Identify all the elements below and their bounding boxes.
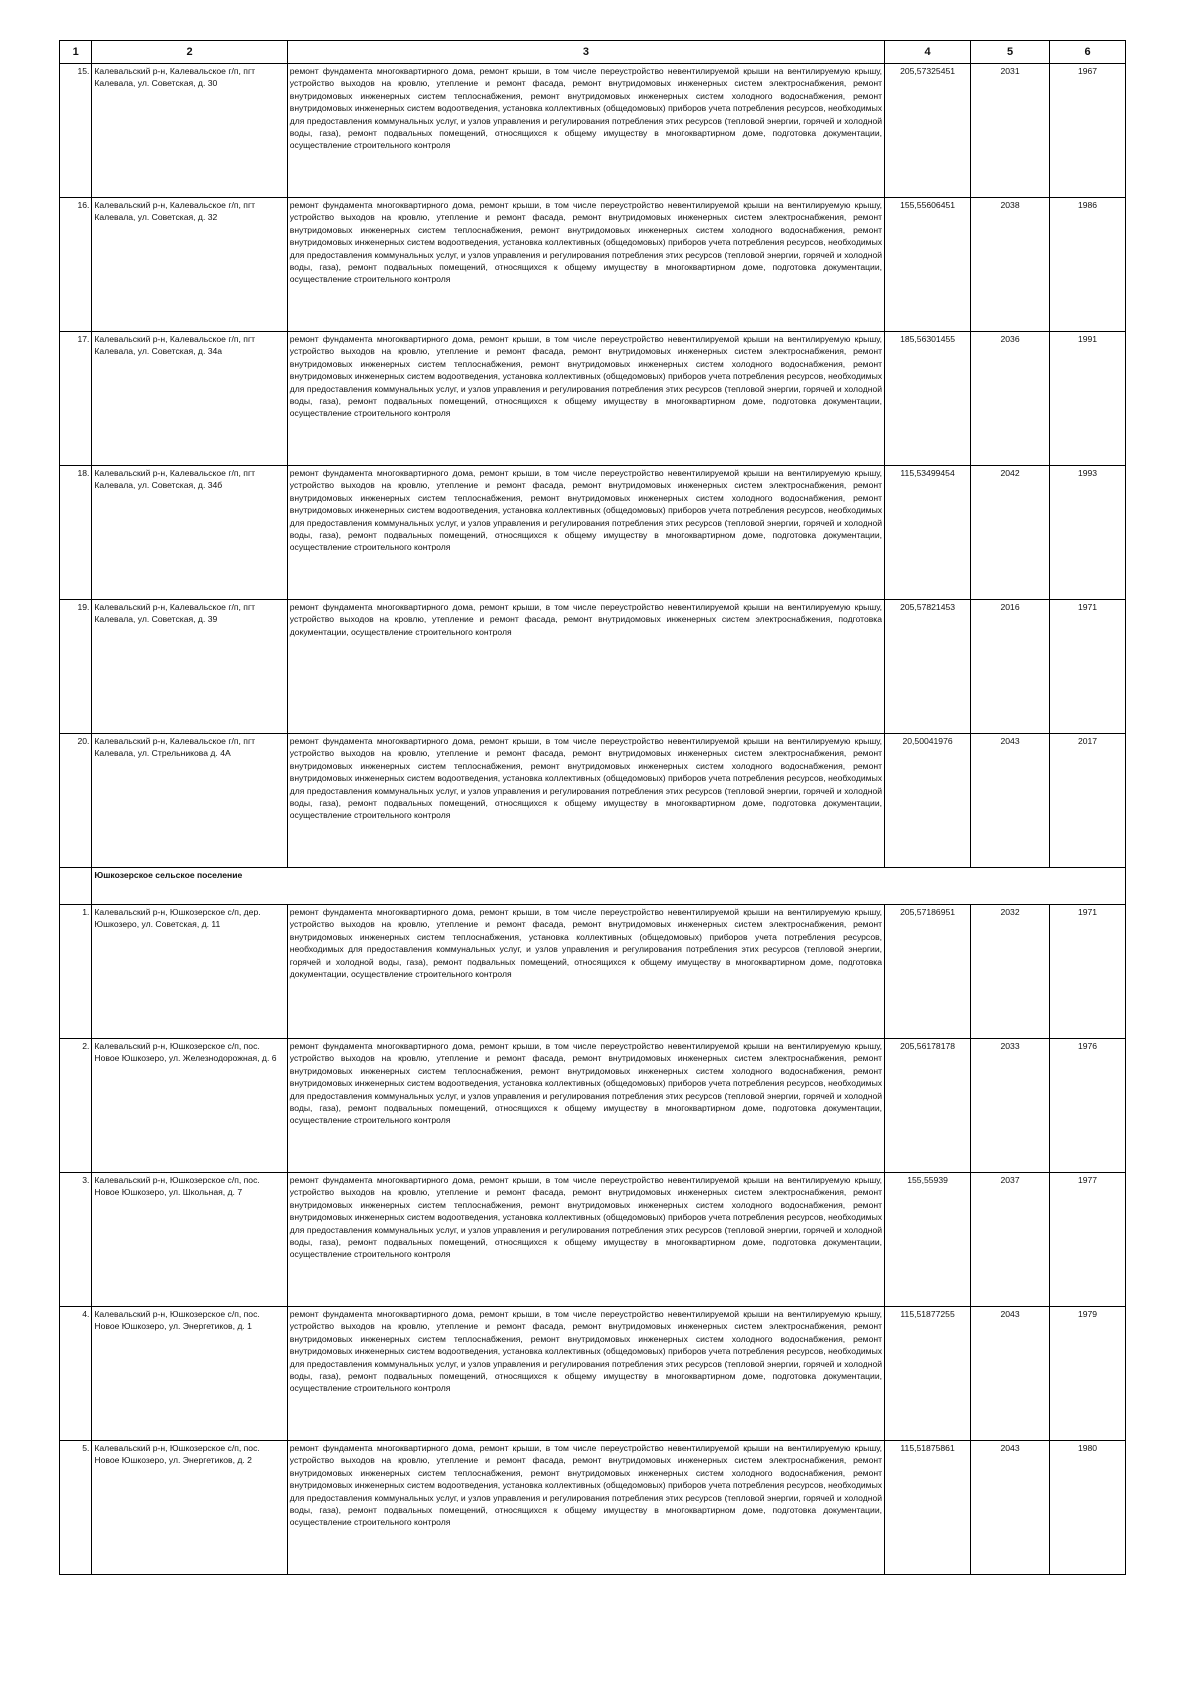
year-cell: 2037	[971, 1173, 1050, 1307]
value-cell: 205,56178178	[885, 1039, 971, 1173]
value-cell: 205,57186951	[885, 905, 971, 1039]
works-cell: ремонт фундамента многоквартирного дома, ремонт крыши, в том числе переустройство невентилируемой крыши на вентилируемую крышу, устройство выходов на кровлю, утепление и ремонт фасада, ремонт внутридомовых инженерных систем электроснабжения, ремонт внутридомовых инженерных систем теплоснабжения, ремонт внутридомовых инженерных систем холодного водоснабжения, ремонт внутридомовых инженерных систем водоотведения, установка коллективных (общедомовых) приборов учета потребления ресурсов, необходимых для предоставления коммунальных услуг, и узлов управления и регулирования потребления этих ресурсов (тепловой энергии, горячей и холодной воды, газа), ремонт подвальных помещений, относящихся к общему имуществу в многоквартирном доме, подготовка документации, осуществление строительного контроля	[287, 1039, 884, 1173]
table-row	[60, 332, 1126, 466]
table-row	[60, 1307, 1126, 1441]
works-cell: ремонт фундамента многоквартирного дома, ремонт крыши, в том числе переустройство невентилируемой крыши на вентилируемую крышу, устройство выходов на кровлю, утепление и ремонт фасада, ремонт внутридомовых инженерных систем электроснабжения, ремонт внутридомовых инженерных систем теплоснабжения, ремонт внутридомовых инженерных систем холодного водоснабжения, ремонт внутридомовых инженерных систем водоотведения, установка коллективных (общедомовых) приборов учета потребления ресурсов, необходимых для предоставления коммунальных услуг, и узлов управления и регулирования потребления этих ресурсов (тепловой энергии, горячей и холодной воды, газа), ремонт подвальных помещений, относящихся к общему имуществу в многоквартирном доме, подготовка документации, осуществление строительного контроля	[287, 734, 884, 868]
table-row	[60, 1441, 1126, 1575]
works-cell: ремонт фундамента многоквартирного дома, ремонт крыши, в том числе переустройство невентилируемой крыши на вентилируемую крышу, устройство выходов на кровлю, утепление и ремонт фасада, ремонт внутридомовых инженерных систем электроснабжения, ремонт внутридомовых инженерных систем теплоснабжения, ремонт внутридомовых инженерных систем холодного водоснабжения, ремонт внутридомовых инженерных систем водоотведения, установка коллективных (общедомовых) приборов учета потребления ресурсов, необходимых для предоставления коммунальных услуг, и узлов управления и регулирования потребления этих ресурсов (тепловой энергии, горячей и холодной воды, газа), ремонт подвальных помещений, относящихся к общему имуществу в многоквартирном доме, подготовка документации, осуществление строительного контроля	[287, 1307, 884, 1441]
year-cell: 2043	[971, 1441, 1050, 1575]
year-cell: 2032	[971, 905, 1050, 1039]
year-cell: 2031	[971, 64, 1050, 198]
table-row	[60, 198, 1126, 332]
column-header-4: 4	[885, 41, 971, 64]
works-cell: ремонт фундамента многоквартирного дома, ремонт крыши, в том числе переустройство невентилируемой крыши на вентилируемую крышу, устройство выходов на кровлю, утепление и ремонт фасада, ремонт внутридомовых инженерных систем электроснабжения, ремонт внутридомовых инженерных систем теплоснабжения, ремонт внутридомовых инженерных систем холодного водоснабжения, ремонт внутридомовых инженерных систем водоотведения, установка коллективных (общедомовых) приборов учета потребления ресурсов, необходимых для предоставления коммунальных услуг, и узлов управления и регулирования потребления этих ресурсов (тепловой энергии, горячей и холодной воды, газа), ремонт подвальных помещений, относящихся к общему имуществу в многоквартирном доме, подготовка документации, осуществление строительного контроля	[287, 64, 884, 198]
row-number: 3.	[60, 1173, 92, 1307]
address-cell: Калевальский р-н, Юшкозерское с/п, пос. Новое Юшкозеро, ул. Энергетиков, д. 1	[92, 1307, 287, 1441]
section-title: Юшкозерское сельское поселение	[92, 868, 1126, 905]
row-number: 15.	[60, 64, 92, 198]
table-row	[60, 1039, 1126, 1173]
year-cell: 2036	[971, 332, 1050, 466]
row-number: 18.	[60, 466, 92, 600]
row-number: 4.	[60, 1307, 92, 1441]
table-row	[60, 1173, 1126, 1307]
built-year-cell: 1977	[1050, 1173, 1126, 1307]
column-header-6: 6	[1050, 41, 1126, 64]
table-body	[60, 64, 1126, 1575]
address-cell: Калевальский р-н, Калевальское г/п, пгт Калевала, ул. Советская, д. 34б	[92, 466, 287, 600]
address-cell: Калевальский р-н, Юшкозерское с/п, пос. Новое Юшкозеро, ул. Железнодорожная, д. 6	[92, 1039, 287, 1173]
built-year-cell: 1971	[1050, 905, 1126, 1039]
row-number: 19.	[60, 600, 92, 734]
built-year-cell: 1967	[1050, 64, 1126, 198]
works-cell: ремонт фундамента многоквартирного дома, ремонт крыши, в том числе переустройство невентилируемой крыши на вентилируемую крышу, устройство выходов на кровлю, утепление и ремонт фасада, ремонт внутридомовых инженерных систем электроснабжения, ремонт внутридомовых инженерных систем теплоснабжения, ремонт внутридомовых инженерных систем холодного водоснабжения, ремонт внутридомовых инженерных систем водоотведения, установка коллективных (общедомовых) приборов учета потребления ресурсов, необходимых для предоставления коммунальных услуг, и узлов управления и регулирования потребления этих ресурсов (тепловой энергии, горячей и холодной воды, газа), ремонт подвальных помещений, относящихся к общему имуществу в многоквартирном доме, подготовка документации, осуществление строительного контроля	[287, 466, 884, 600]
address-cell: Калевальский р-н, Калевальское г/п, пгт Калевала, ул. Советская, д. 32	[92, 198, 287, 332]
value-cell: 205,57325451	[885, 64, 971, 198]
table-header	[60, 41, 1126, 64]
table-row	[60, 600, 1126, 734]
address-cell: Калевальский р-н, Юшкозерское с/п, пос. Новое Юшкозеро, ул. Энергетиков, д. 2	[92, 1441, 287, 1575]
value-cell: 155,55606451	[885, 198, 971, 332]
value-cell: 155,55939	[885, 1173, 971, 1307]
address-cell: Калевальский р-н, Калевальское г/п, пгт Калевала, ул. Советская, д. 30	[92, 64, 287, 198]
built-year-cell: 2017	[1050, 734, 1126, 868]
year-cell: 2043	[971, 734, 1050, 868]
row-number: 1.	[60, 905, 92, 1039]
built-year-cell: 1971	[1050, 600, 1126, 734]
built-year-cell: 1976	[1050, 1039, 1126, 1173]
address-cell: Калевальский р-н, Юшкозерское с/п, пос. Новое Юшкозеро, ул. Школьная, д. 7	[92, 1173, 287, 1307]
address-cell: Калевальский р-н, Калевальское г/п, пгт Калевала, ул. Стрельникова д. 4А	[92, 734, 287, 868]
works-cell: ремонт фундамента многоквартирного дома, ремонт крыши, в том числе переустройство невентилируемой крыши на вентилируемую крышу, устройство выходов на кровлю, утепление и ремонт фасада, ремонт внутридомовых инженерных систем электроснабжения, ремонт внутридомовых инженерных систем теплоснабжения, ремонт внутридомовых инженерных систем холодного водоснабжения, ремонт внутридомовых инженерных систем водоотведения, установка коллективных (общедомовых) приборов учета потребления ресурсов, необходимых для предоставления коммунальных услуг, и узлов управления и регулирования потребления этих ресурсов (тепловой энергии, горячей и холодной воды, газа), ремонт подвальных помещений, относящихся к общему имуществу в многоквартирном доме, подготовка документации, осуществление строительного контроля	[287, 198, 884, 332]
table-row	[60, 466, 1126, 600]
column-header-1: 1	[60, 41, 92, 64]
built-year-cell: 1991	[1050, 332, 1126, 466]
address-cell: Калевальский р-н, Калевальское г/п, пгт Калевала, ул. Советская, д. 34а	[92, 332, 287, 466]
address-cell: Калевальский р-н, Калевальское г/п, пгт Калевала, ул. Советская, д. 39	[92, 600, 287, 734]
section-empty-cell	[60, 868, 92, 905]
works-cell: ремонт фундамента многоквартирного дома, ремонт крыши, в том числе переустройство невентилируемой крыши на вентилируемую крышу, устройство выходов на кровлю, утепление и ремонт фасада, ремонт внутридомовых инженерных систем электроснабжения, ремонт внутридомовых инженерных систем теплоснабжения, ремонт внутридомовых инженерных систем холодного водоснабжения, ремонт внутридомовых инженерных систем водоотведения, установка коллективных (общедомовых) приборов учета потребления ресурсов, необходимых для предоставления коммунальных услуг, и узлов управления и регулирования потребления этих ресурсов (тепловой энергии, горячей и холодной воды, газа), ремонт подвальных помещений, относящихся к общему имуществу в многоквартирном доме, подготовка документации, осуществление строительного контроля	[287, 1441, 884, 1575]
year-cell: 2016	[971, 600, 1050, 734]
document-table	[59, 40, 1126, 1575]
value-cell: 185,56301455	[885, 332, 971, 466]
table-row	[60, 905, 1126, 1039]
column-header-2: 2	[92, 41, 287, 64]
column-header-3: 3	[287, 41, 884, 64]
year-cell: 2042	[971, 466, 1050, 600]
value-cell: 115,51875861	[885, 1441, 971, 1575]
year-cell: 2043	[971, 1307, 1050, 1441]
value-cell: 115,51877255	[885, 1307, 971, 1441]
built-year-cell: 1980	[1050, 1441, 1126, 1575]
works-cell: ремонт фундамента многоквартирного дома, ремонт крыши, в том числе переустройство невентилируемой крыши на вентилируемую крышу, устройство выходов на кровлю, утепление и ремонт фасада, ремонт внутридомовых инженерных систем электроснабжения, ремонт внутридомовых инженерных систем теплоснабжения, установка коллективных (общедомовых) приборов учета потребления ресурсов, необходимых для предоставления коммунальных услуг, и узлов управления и регулирования потребления этих ресурсов (тепловой энергии, горячей и холодной воды, газа), ремонт подвальных помещений, относящихся к общему имуществу в многоквартирном доме, подготовка документации, осуществление строительного контроля	[287, 905, 884, 1039]
column-header-5: 5	[971, 41, 1050, 64]
table-row	[60, 64, 1126, 198]
table-row	[60, 734, 1126, 868]
built-year-cell: 1986	[1050, 198, 1126, 332]
works-cell: ремонт фундамента многоквартирного дома, ремонт крыши, в том числе переустройство невентилируемой крыши на вентилируемую крышу, устройство выходов на кровлю, утепление и ремонт фасада, ремонт внутридомовых инженерных систем электроснабжения, ремонт внутридомовых инженерных систем теплоснабжения, ремонт внутридомовых инженерных систем холодного водоснабжения, ремонт внутридомовых инженерных систем водоотведения, установка коллективных (общедомовых) приборов учета потребления ресурсов, необходимых для предоставления коммунальных услуг, и узлов управления и регулирования потребления этих ресурсов (тепловой энергии, горячей и холодной воды, газа), ремонт подвальных помещений, относящихся к общему имуществу в многоквартирном доме, подготовка документации, осуществление строительного контроля	[287, 332, 884, 466]
row-number: 17.	[60, 332, 92, 466]
works-cell: ремонт фундамента многоквартирного дома, ремонт крыши, в том числе переустройство невентилируемой крыши на вентилируемую крышу, устройство выходов на кровлю, утепление и ремонт фасада, ремонт внутридомовых инженерных систем электроснабжения, подготовка документации, осуществление строительного контроля	[287, 600, 884, 734]
section-row	[60, 868, 1126, 905]
works-cell: ремонт фундамента многоквартирного дома, ремонт крыши, в том числе переустройство невентилируемой крыши на вентилируемую крышу, устройство выходов на кровлю, утепление и ремонт фасада, ремонт внутридомовых инженерных систем электроснабжения, ремонт внутридомовых инженерных систем теплоснабжения, ремонт внутридомовых инженерных систем холодного водоснабжения, ремонт внутридомовых инженерных систем водоотведения, установка коллективных (общедомовых) приборов учета потребления ресурсов, необходимых для предоставления коммунальных услуг, и узлов управления и регулирования потребления этих ресурсов (тепловой энергии, горячей и холодной воды, газа), ремонт подвальных помещений, относящихся к общему имуществу в многоквартирном доме, подготовка документации, осуществление строительного контроля	[287, 1173, 884, 1307]
row-number: 5.	[60, 1441, 92, 1575]
built-year-cell: 1979	[1050, 1307, 1126, 1441]
row-number: 16.	[60, 198, 92, 332]
row-number: 2.	[60, 1039, 92, 1173]
value-cell: 205,57821453	[885, 600, 971, 734]
built-year-cell: 1993	[1050, 466, 1126, 600]
row-number: 20.	[60, 734, 92, 868]
address-cell: Калевальский р-н, Юшкозерское с/п, дер. Юшкозеро, ул. Советская, д. 11	[92, 905, 287, 1039]
year-cell: 2033	[971, 1039, 1050, 1173]
year-cell: 2038	[971, 198, 1050, 332]
value-cell: 115,53499454	[885, 466, 971, 600]
value-cell: 20,50041976	[885, 734, 971, 868]
